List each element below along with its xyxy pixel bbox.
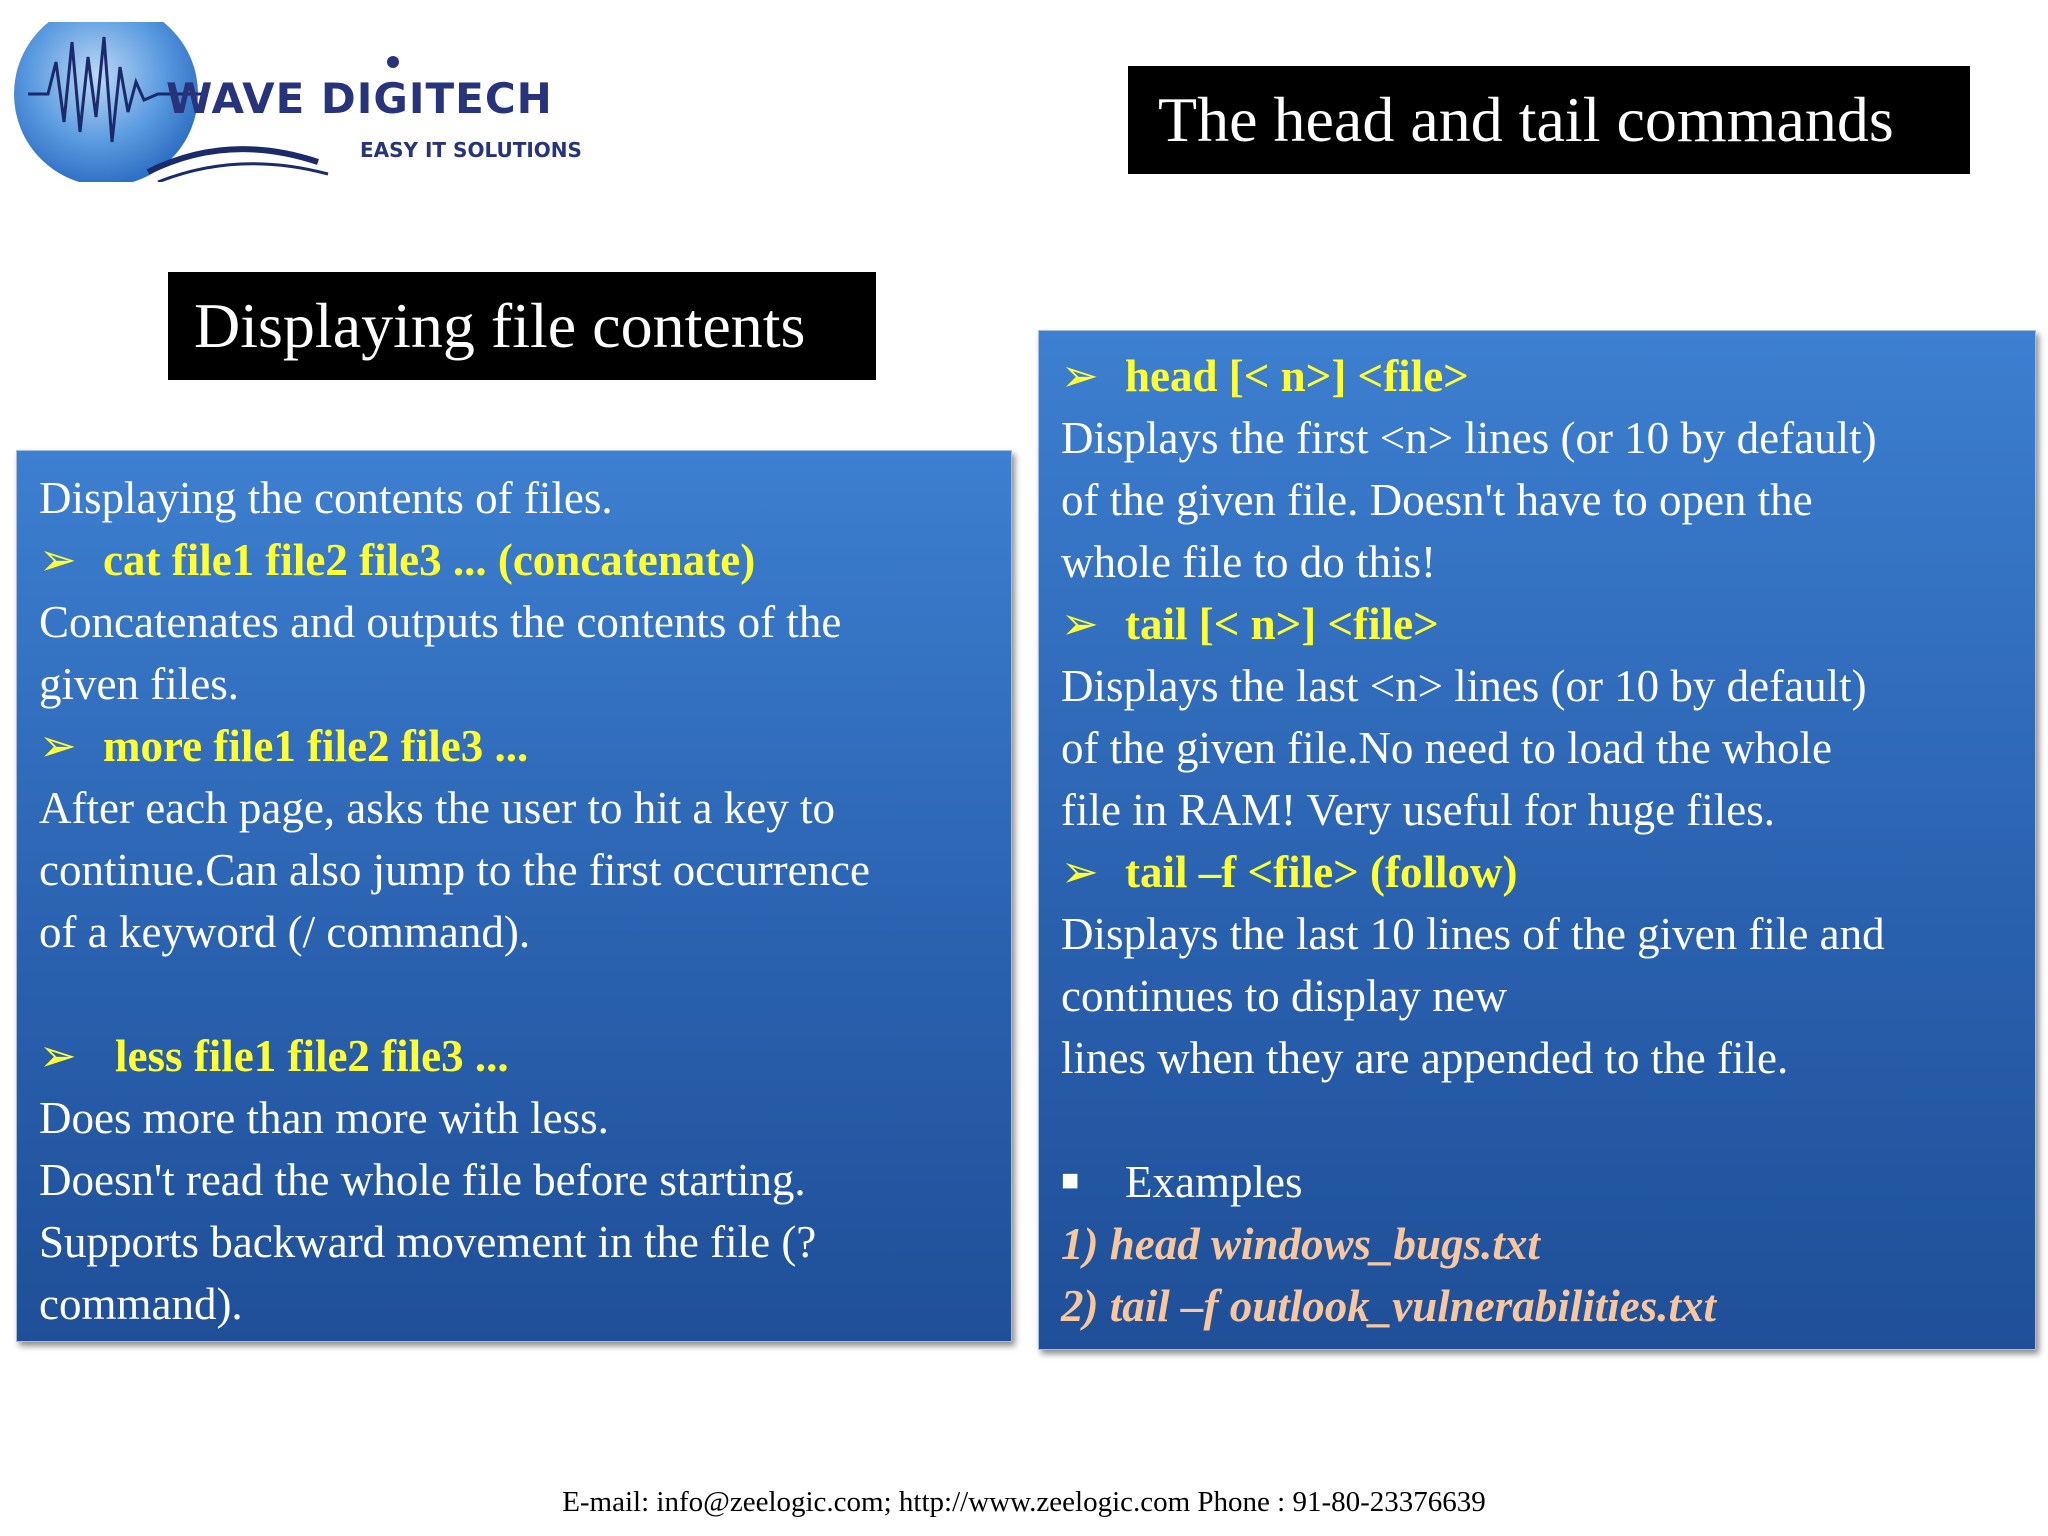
arrow-bullet-icon: ➢: [1061, 847, 1099, 897]
more-description-line: After each page, asks the user to hit a key to: [39, 783, 835, 833]
logo-wordmark: WAVE DIGITECH: [166, 74, 553, 123]
cat-description-line: Concatenates and outputs the contents of the: [39, 597, 842, 647]
intro-text: Displaying the contents of files.: [39, 473, 613, 523]
logo-tagline: EASY IT SOLUTIONS: [360, 138, 582, 162]
cat-description-line: given files.: [39, 659, 239, 709]
more-command: more file1 file2 file3 ...: [103, 721, 529, 771]
less-description-line: command).: [39, 1279, 243, 1329]
tail-follow-description-line: Displays the last 10 lines of the given file and: [1061, 909, 1885, 959]
square-bullet-icon: ■: [1061, 1163, 1080, 1197]
less-description-line: Supports backward movement in the file (?: [39, 1217, 817, 1267]
slide-title: The head and tail commands: [1128, 66, 1970, 174]
company-logo: [8, 22, 608, 182]
head-command: head [< n>] <file>: [1125, 351, 1469, 401]
tail-follow-command: tail –f <file> (follow): [1125, 847, 1518, 897]
arrow-bullet-icon: ➢: [39, 1031, 77, 1081]
example-item: 2) tail –f outlook_vulnerabilities.txt: [1061, 1281, 1717, 1331]
right-content-panel: [1038, 330, 2036, 1350]
less-command: less file1 file2 file3 ...: [115, 1031, 509, 1081]
head-description-line: whole file to do this!: [1061, 537, 1436, 587]
tail-description-line: of the given file.No need to load the whole: [1061, 723, 1833, 773]
example-item: 1) head windows_bugs.txt: [1061, 1219, 1540, 1269]
tail-description-line: file in RAM! Very useful for huge files.: [1061, 785, 1776, 835]
arrow-bullet-icon: ➢: [1061, 351, 1099, 401]
head-description-line: Displays the first <n> lines (or 10 by default): [1061, 413, 1877, 463]
less-description-line: Doesn't read the whole file before starting.: [39, 1155, 806, 1205]
section-title: Displaying file contents: [168, 272, 876, 380]
tail-follow-description-line: continues to display new: [1061, 971, 1508, 1021]
spacer: [1061, 1089, 2035, 1151]
tail-follow-description-line: lines when they are appended to the file.: [1061, 1033, 1789, 1083]
examples-label: Examples: [1125, 1157, 1303, 1207]
left-content-panel: [16, 450, 1012, 1342]
arrow-bullet-icon: ➢: [39, 535, 77, 585]
tail-description-line: Displays the last <n> lines (or 10 by default): [1061, 661, 1867, 711]
cat-command: cat file1 file2 file3 ... (concatenate): [103, 535, 756, 585]
footer-contact: E-mail: info@zeelogic.com; http://www.zeelogic.com Phone : 91-80-23376639: [562, 1486, 1486, 1518]
head-description-line: of the given file. Doesn't have to open the: [1061, 475, 1813, 525]
tail-command: tail [< n>] <file>: [1125, 599, 1439, 649]
more-description-line: of a keyword (/ command).: [39, 907, 531, 957]
more-description-line: continue.Can also jump to the first occurrence: [39, 845, 870, 895]
arrow-bullet-icon: ➢: [39, 721, 77, 771]
arrow-bullet-icon: ➢: [1061, 599, 1099, 649]
less-description-line: Does more than more with less.: [39, 1093, 609, 1143]
spacer: [39, 963, 1011, 1025]
